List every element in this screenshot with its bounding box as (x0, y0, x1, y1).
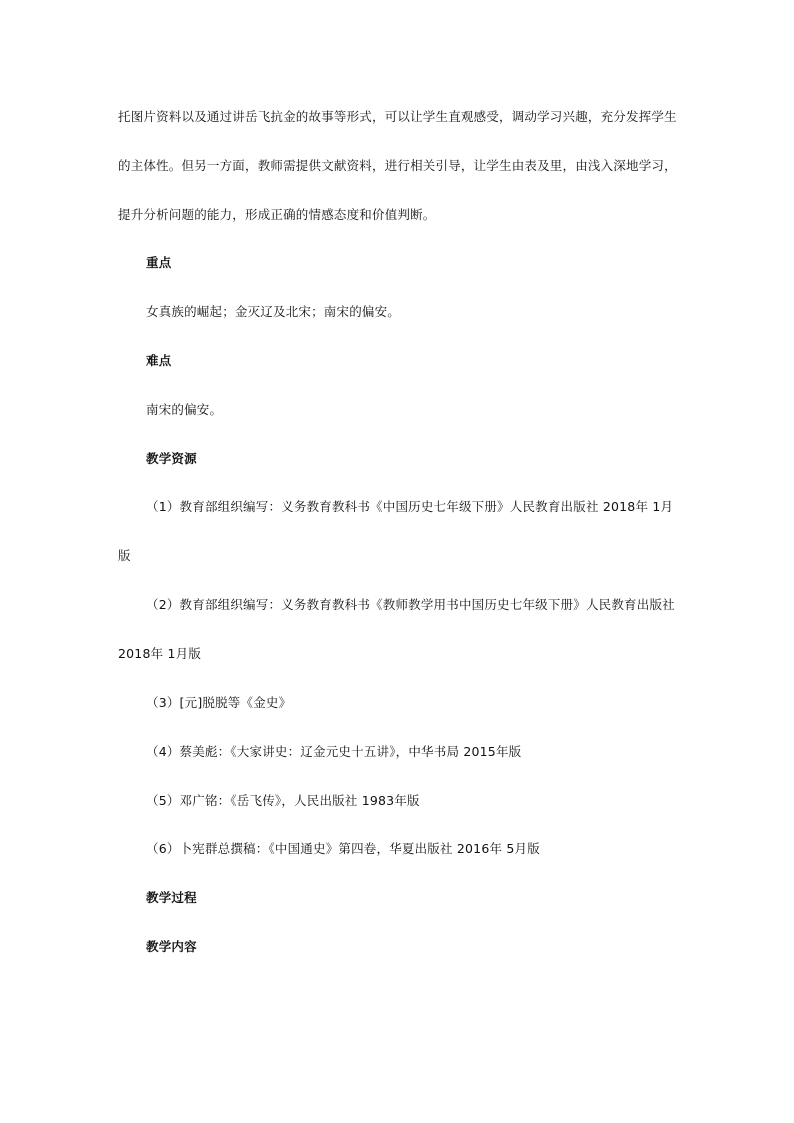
difficult-points-text: 南宋的偏安。 (146, 402, 223, 417)
resources-heading: 教学资源 (146, 451, 197, 466)
content-heading: 教学内容 (146, 939, 197, 954)
resource-item-2-line-1: （2）教育部组织编写：义务教育教科书《教师教学用书中国历史七年级下册》人民教育出版社 (146, 597, 675, 612)
intro-line-1: 托图片资料以及通过讲岳飞抗金的故事等形式，可以让学生直观感受，调动学习兴趣，充分发挥学生 (118, 109, 677, 124)
resource-item-2-line-2: 2018年 1月版 (118, 646, 202, 661)
resource-item-1-line-1: （1）教育部组织编写：义务教育教科书《中国历史七年级下册》人民教育出版社 2018年 1月 (146, 499, 674, 514)
resource-item-3: （3）[元]脱脱等《金史》 (146, 695, 292, 710)
resource-item-1-line-2: 版 (118, 548, 131, 563)
resource-item-5: （5）邓广铭：《岳飞传》，人民出版社 1983年版 (146, 793, 420, 808)
intro-line-2: 的主体性。但另一方面，教师需提供文献资料，进行相关引导，让学生由表及里，由浅入深地学习， (118, 158, 677, 173)
resource-item-6: （6）卜宪群总撰稿：《中国通史》第四卷，华夏出版社 2016年 5月版 (146, 841, 540, 856)
key-points-heading: 重点 (146, 255, 172, 270)
resource-item-4: （4）蔡美彪：《大家讲史：辽金元史十五讲》，中华书局 2015年版 (146, 744, 522, 759)
key-points-text: 女真族的崛起；金灭辽及北宋；南宋的偏安。 (146, 304, 401, 319)
intro-line-3: 提升分析问题的能力，形成正确的情感态度和价值判断。 (118, 207, 436, 222)
process-heading: 教学过程 (146, 890, 197, 905)
difficult-points-heading: 难点 (146, 353, 172, 368)
